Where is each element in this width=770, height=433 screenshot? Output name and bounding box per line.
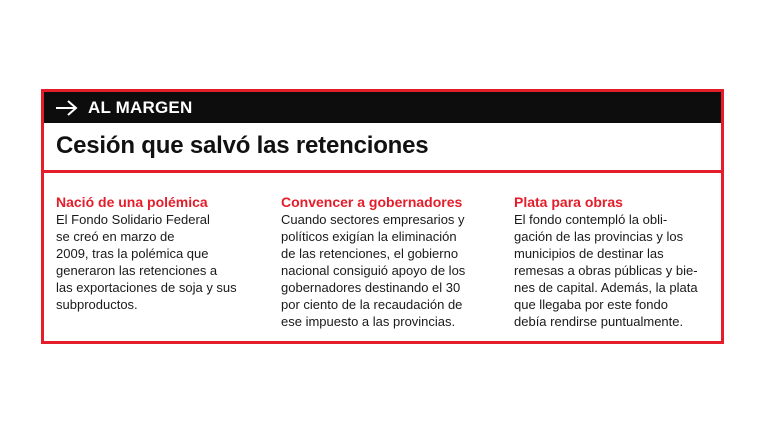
column-convencer <box>281 193 481 330</box>
body-line: se creó en marzo de <box>56 229 175 244</box>
column-title: Convencer a gobernadores <box>281 194 463 210</box>
body-line: que llegaba por este fondo <box>514 297 668 312</box>
body-line: gación de las provincias y los <box>514 229 684 244</box>
body-line: municipios de destinar las <box>514 246 664 261</box>
body-line: remesas a obras públicas y bie- <box>514 263 698 278</box>
body-line: 2009, tras la polémica que <box>56 246 209 261</box>
body-line: por ciento de la recaudación de <box>281 297 463 312</box>
divider <box>44 170 721 173</box>
header-bar <box>44 92 721 123</box>
column-title: Nació de una polémica <box>56 194 208 210</box>
body-line: debía rendirse puntualmente. <box>514 314 684 329</box>
body-line: nes de capital. Además, la plata <box>514 280 698 295</box>
body-line: Cuando sectores empresarios y <box>281 212 465 227</box>
section-label: AL MARGEN <box>88 97 193 117</box>
column-nacio <box>56 193 256 313</box>
column-plata <box>514 193 714 330</box>
body-line: subproductos. <box>56 297 138 312</box>
body-line: las exportaciones de soja y sus <box>56 280 237 295</box>
headline: Cesión que salvó las retenciones <box>56 132 429 159</box>
body-line: políticos exigían la eliminación <box>281 229 457 244</box>
body-line: El fondo contempló la obli- <box>514 212 668 227</box>
body-line: de las retenciones, el gobierno <box>281 246 459 261</box>
sidebar-box <box>41 89 724 344</box>
body-line: nacional consiguió apoyo de los <box>281 263 466 278</box>
body-line: ese impuesto a las provincias. <box>281 314 456 329</box>
column-title: Plata para obras <box>514 194 623 210</box>
body-line: El Fondo Solidario Federal <box>56 212 210 227</box>
column-body <box>281 211 481 330</box>
column-body <box>514 211 714 330</box>
body-line: gobernadores destinando el 30 <box>281 280 461 295</box>
arrow-right-icon <box>54 99 80 117</box>
column-body <box>56 211 256 313</box>
body-line: generaron las retenciones a <box>56 263 218 278</box>
